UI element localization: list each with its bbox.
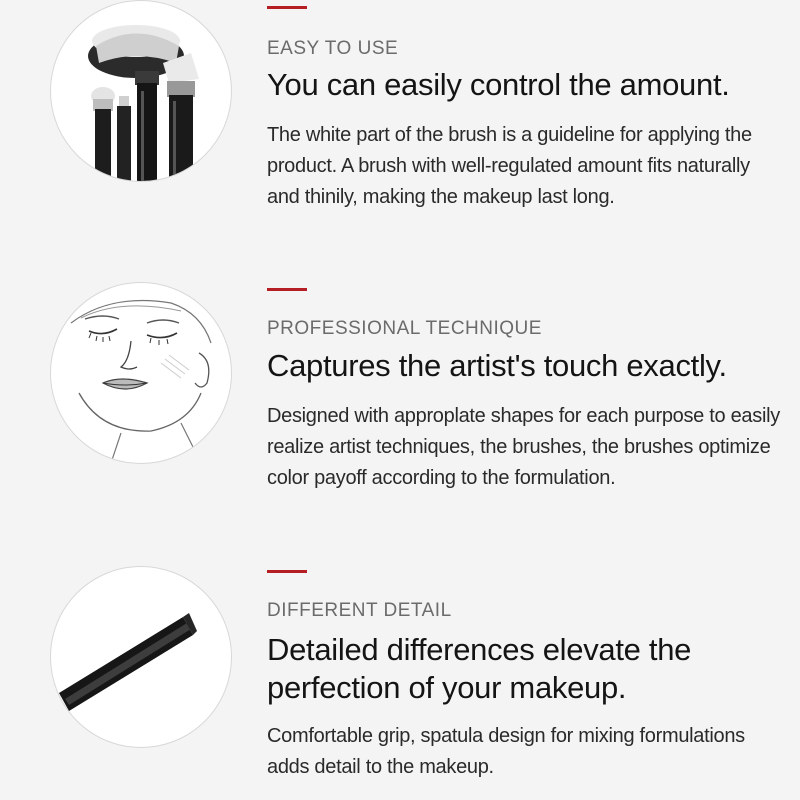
section-1-body: The white part of the brush is a guideline for applying the product. A brush with well-regulated amount fits naturally and thinily, making the makeup last long. <box>267 124 752 208</box>
brush-handle-icon <box>50 566 232 748</box>
section-3-eyebrow: DIFFERENT DETAIL <box>267 600 452 621</box>
face-sketch-icon <box>50 282 232 464</box>
section-1-headline: You can easily control the amount. <box>267 67 730 102</box>
section-3-accent-bar <box>267 570 307 573</box>
section-3-body: Comfortable grip, spatula design for mixing formulations adds detail to the makeup. <box>267 725 745 778</box>
section-2-accent-bar <box>267 288 307 291</box>
makeup-brushes-icon <box>50 0 232 182</box>
section-2-eyebrow: PROFESSIONAL TECHNIQUE <box>267 318 542 339</box>
section-1-accent-bar <box>267 6 307 9</box>
section-2-body: Designed with approplate shapes for each purpose to easily realize artist techniques, the brushes, the brushes optimize color payoff according to the formulation. <box>267 405 780 489</box>
section-2-headline: Captures the artist's touch exactly. <box>267 348 727 383</box>
section-3-headline: Detailed differences elevate the perfection of your makeup. <box>267 632 692 705</box>
section-1-eyebrow: EASY TO USE <box>267 38 399 59</box>
